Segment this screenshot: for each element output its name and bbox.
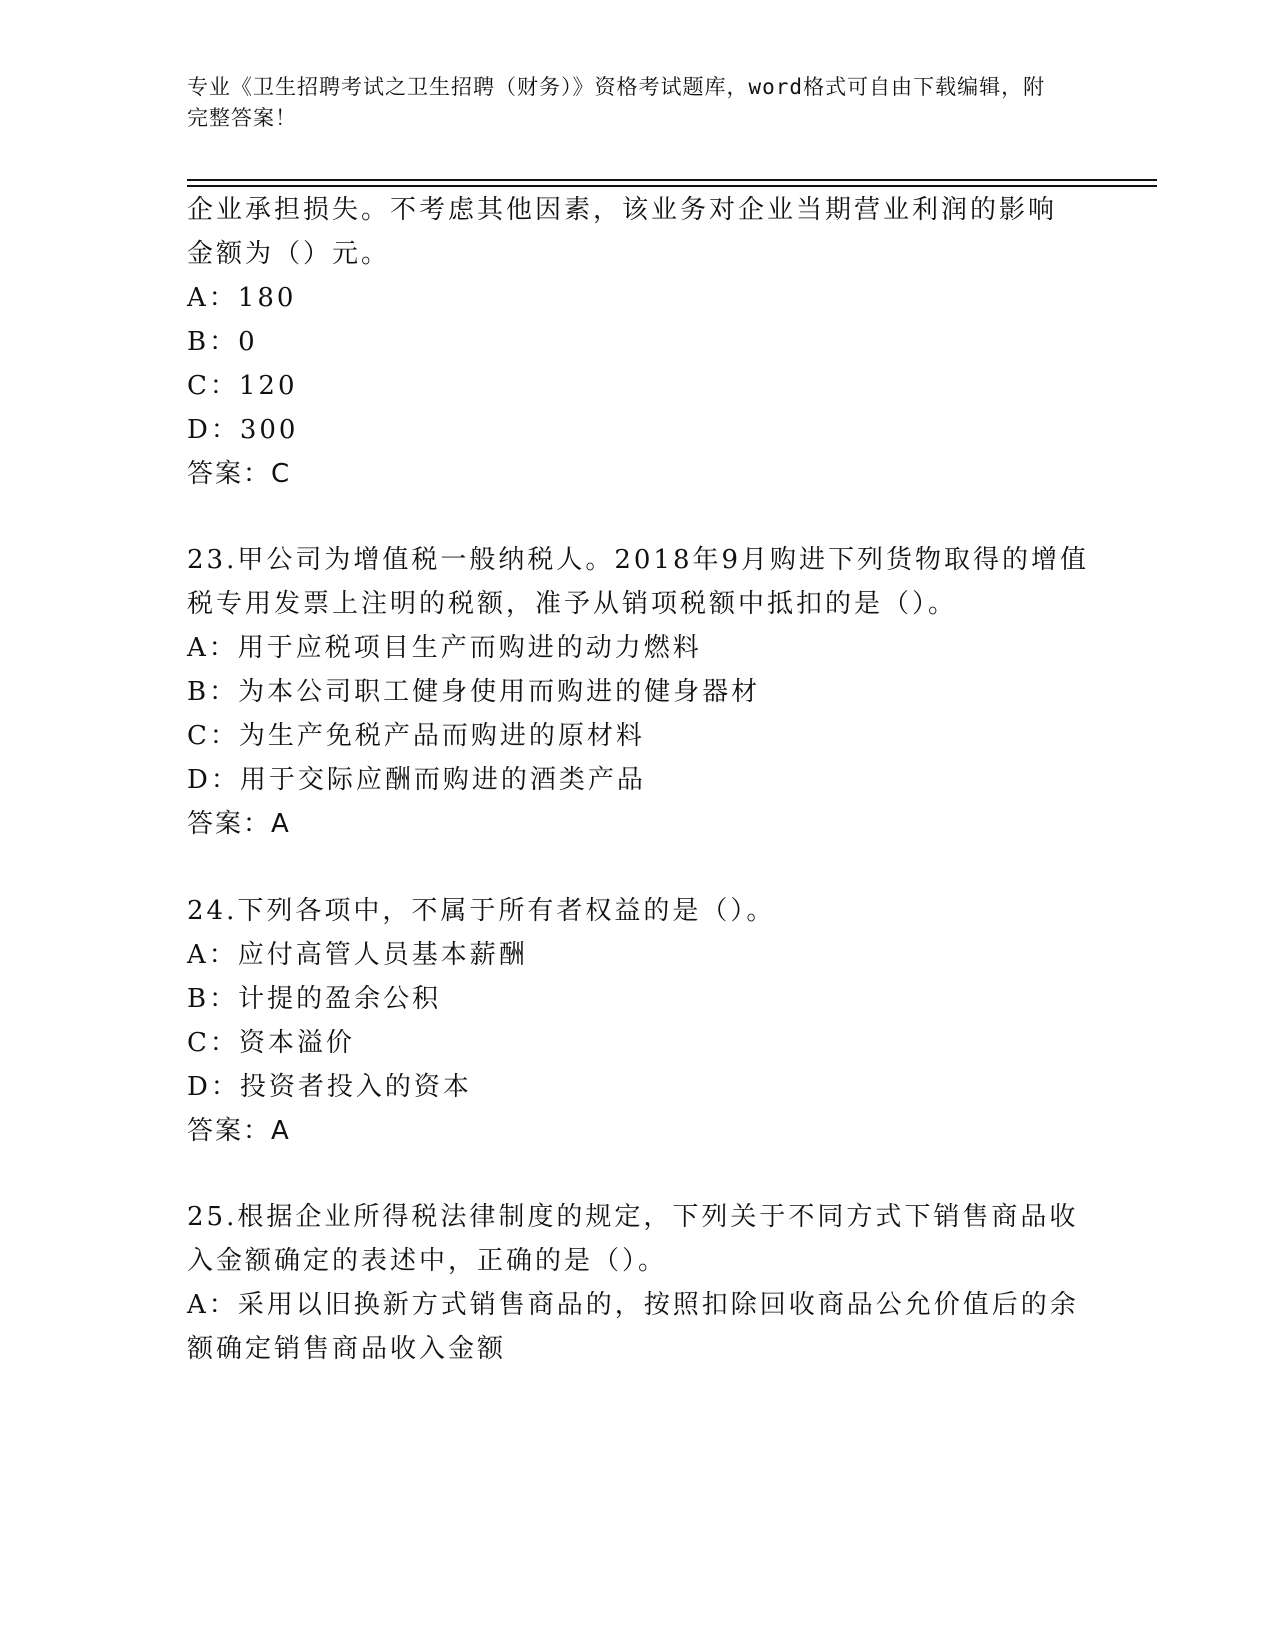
document-header: 专业《卫生招聘考试之卫生招聘（财务）》资格考试题库，word格式可自由下载编辑，附完整答案！: [187, 75, 1046, 130]
question-text-line: 税专用发票上注明的税额，准予从销项税额中抵扣的是（）。: [187, 589, 958, 619]
option-a: A：采用以旧换新方式销售商品的，按照扣除回收商品公允价值后的余: [187, 1290, 1079, 1320]
option-d: D：投资者投入的资本: [187, 1072, 472, 1102]
header-divider-top: [187, 179, 1157, 181]
question-text-line: 25.根据企业所得税法律制度的规定，下列关于不同方式下销售商品收: [187, 1202, 1079, 1232]
answer: 答案：A: [187, 809, 291, 839]
option-c: C：资本溢价: [187, 1028, 355, 1058]
option-d: D：用于交际应酬而购进的酒类产品: [187, 765, 646, 795]
question-text-line: 金额为（）元。: [187, 239, 391, 269]
question-text-line: 24.下列各项中，不属于所有者权益的是（）。: [187, 896, 776, 926]
option-a-continued: 额确定销售商品收入金额: [187, 1334, 507, 1364]
option-d: D：300: [187, 415, 299, 445]
option-a: A：应付高管人员基本薪酬: [187, 940, 528, 970]
option-b: B：0: [187, 327, 258, 357]
answer: 答案：C: [187, 459, 292, 489]
option-c: C：为生产免税产品而购进的原材料: [187, 721, 645, 751]
header-divider-bottom: [187, 185, 1157, 187]
answer: 答案：A: [187, 1116, 291, 1146]
option-c: C：120: [187, 371, 298, 401]
option-b: B：计提的盈余公积: [187, 984, 442, 1014]
option-a: A：用于应税项目生产而购进的动力燃料: [187, 633, 702, 663]
option-b: B：为本公司职工健身使用而购进的健身器材: [187, 677, 761, 707]
question-text-line: 入金额确定的表述中，正确的是（）。: [187, 1246, 668, 1276]
question-text-line: 23.甲公司为增值税一般纳税人。2018年9月购进下列货物取得的增值: [187, 545, 1090, 575]
question-text-line: 企业承担损失。不考虑其他因素，该业务对企业当期营业利润的影响: [187, 195, 1058, 225]
option-a: A：180: [187, 283, 297, 313]
